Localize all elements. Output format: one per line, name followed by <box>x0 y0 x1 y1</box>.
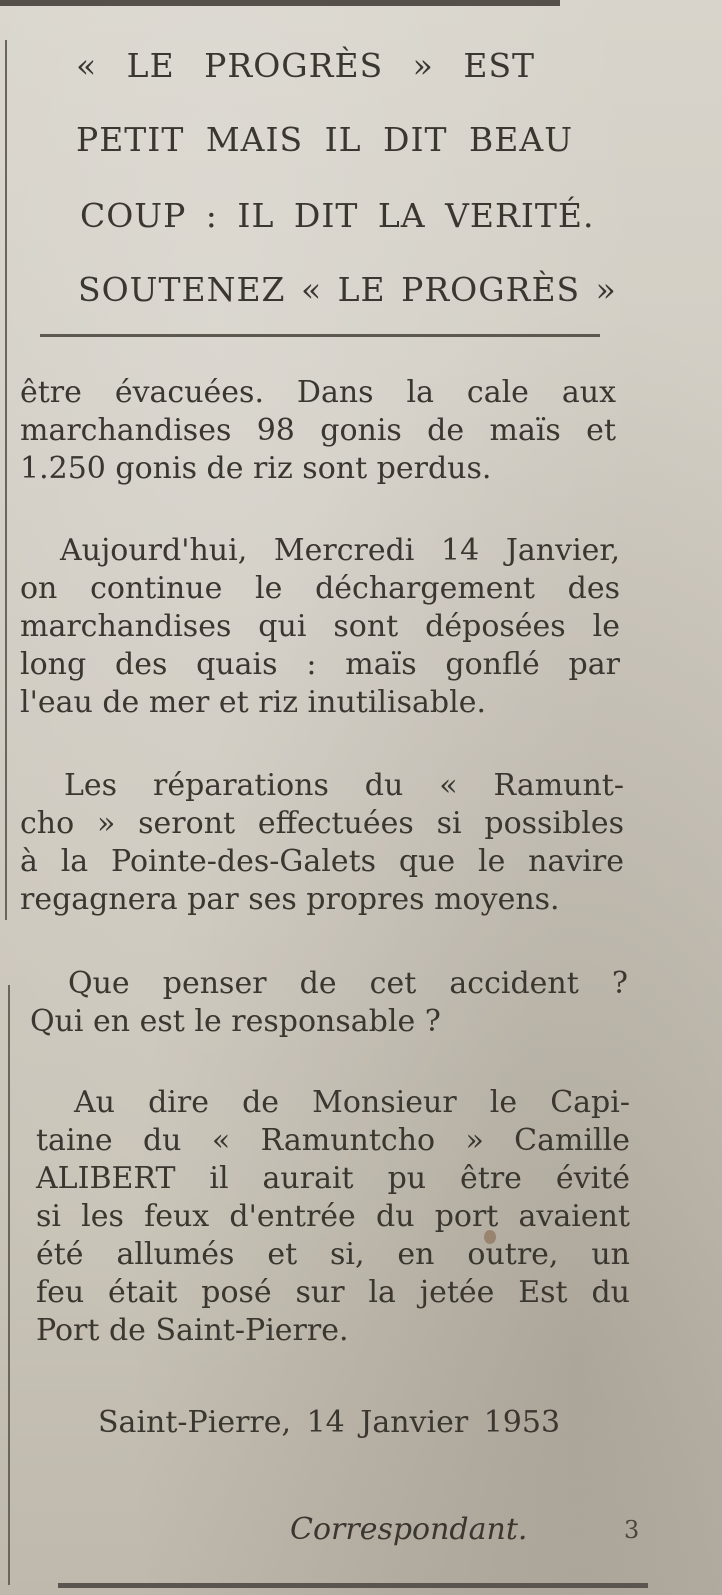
paragraph-questions <box>30 965 628 1041</box>
text-line: Port de Saint-Pierre. <box>36 1313 349 1348</box>
text-line: Qui en est le responsable ? <box>30 1004 441 1039</box>
text-line: être évacuées. Dans la cale aux <box>20 375 616 410</box>
text-line: cho » seront effectuées si possibles <box>20 806 624 841</box>
text-line: marchandises 98 gonis de maïs et <box>20 413 616 448</box>
banner-line-1: « LE PROGRÈS » EST <box>76 46 536 85</box>
paragraph-captain-statement <box>36 1084 630 1350</box>
bottom-rule <box>58 1583 648 1588</box>
left-column-rule-lower <box>8 985 10 1585</box>
text-line: Au dire de Monsieur le Capi- <box>74 1085 630 1120</box>
paragraph-repairs <box>20 767 624 919</box>
text-line: on continue le déchargement des <box>20 571 620 606</box>
text-line: 1.250 gonis de riz sont perdus. <box>20 451 492 486</box>
text-line: Les réparations du « Ramunt- <box>64 768 624 803</box>
paragraph-cargo-loss <box>20 374 616 488</box>
dateline: Saint-Pierre, 14 Janvier 1953 <box>98 1405 561 1440</box>
ink-stain <box>484 1230 496 1244</box>
banner-rule <box>40 334 600 337</box>
banner-line-2: PETIT MAIS IL DIT BEAU <box>76 120 574 159</box>
text-line: ALIBERT il aurait pu être évité <box>36 1161 630 1196</box>
text-line: regagnera par ses propres moyens. <box>20 882 560 917</box>
text-line: Que penser de cet accident ? <box>68 966 628 1001</box>
text-line: marchandises qui sont déposées le <box>20 609 620 644</box>
text-line: si les feux d'entrée du port avaient <box>36 1199 630 1234</box>
page-number: 3 <box>624 1516 640 1544</box>
top-rule <box>0 0 560 6</box>
text-line: l'eau de mer et riz inutilisable. <box>20 685 486 720</box>
text-line: long des quais : maïs gonflé par <box>20 647 620 682</box>
text-line: été allumés et si, en outre, un <box>36 1237 630 1272</box>
text-line: taine du « Ramuntcho » Camille <box>36 1123 630 1158</box>
banner-line-3: COUP : IL DIT LA VERITÉ. <box>80 196 595 235</box>
text-line: Aujourd'hui, Mercredi 14 Janvier, <box>60 533 620 568</box>
text-line: à la Pointe-des-Galets que le navire <box>20 844 624 879</box>
banner-line-4: SOUTENEZ « LE PROGRÈS » <box>78 270 617 309</box>
left-column-rule <box>5 40 7 920</box>
signature: Correspondant. <box>290 1512 528 1547</box>
paragraph-unloading <box>20 532 620 722</box>
text-line: feu était posé sur la jetée Est du <box>36 1275 630 1310</box>
